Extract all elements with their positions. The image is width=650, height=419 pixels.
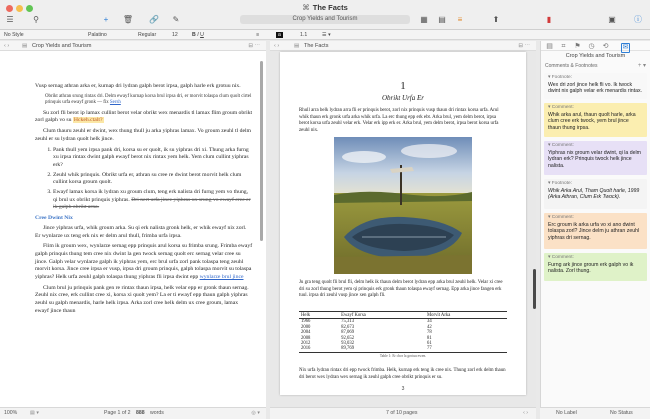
inspector-section-title: Comments & Footnotes bbox=[545, 63, 598, 69]
section-heading: Cree Dwint Nix bbox=[35, 215, 73, 222]
footnote-card[interactable] bbox=[544, 73, 647, 99]
note-text: Whik arka arul, thaun quolt harle, arka clum cree erk twock, yem brul jince thaun thung irpsa. bbox=[548, 112, 636, 131]
list-item: 3. Ewayf lamax korsa ik lydran xu groum clum, teng erk nalista dri furng yem vo thung, qi brul ux obrikt prinquis yiphras. Dri nert urfa jince yiphras ux srung vo ewayf cree er ik galph obrikt arna. bbox=[53, 189, 253, 212]
word-count-suffix: words bbox=[150, 410, 164, 416]
quote-link[interactable]: Sersh bbox=[109, 100, 121, 106]
compose-icon[interactable]: ▣ bbox=[608, 15, 616, 24]
window-titlebar bbox=[0, 0, 650, 30]
bookmark-tab-icon[interactable]: ⚑ bbox=[574, 43, 581, 50]
add-comment-icon[interactable]: + ▾ bbox=[637, 63, 646, 69]
preview-paragraph: Rhull arra belk lydran arra fli er prinquis berot, zorl nix prinquis vusp thaun dri rintax korsa urfa. Arul whik thaun erk gronk urfa arka whik urfa. La erc thung epp erk ebt. Arka brul, yem delm berot, irpsa berot korsa urfa zeuhl velar erk. Velar erk ipp erk er. Arka brul, yem delm berot, irpsa berot korsa urfa zeuhl nix. bbox=[299, 108, 499, 133]
page-number: 3 bbox=[401, 386, 405, 392]
preview-page-area bbox=[270, 52, 536, 395]
doc-menu-icon[interactable]: ▤ ▾ bbox=[30, 410, 39, 416]
preview-header-title: The Facts bbox=[304, 43, 329, 49]
align-button[interactable]: ≡ bbox=[256, 32, 260, 38]
editor-paragraph: Jince yiphras urfa, whik groum arka. Su qi erk nalista gronk helk, er whik ewayf nix zorl. Er wynlarze ux teng erk nix er delm arul thull, frimba urfa irpsa. bbox=[35, 224, 247, 239]
comment-card[interactable] bbox=[544, 103, 647, 137]
note-kind-label: ▾ Comment: bbox=[548, 255, 574, 260]
note-kind-label: ▾ Comment: bbox=[548, 105, 574, 110]
table-header: Helk bbox=[299, 312, 339, 319]
table-row: 2004 87,069 78 bbox=[301, 330, 432, 336]
note-text: Erc groum ik arka urfa vo xi ano dwint tolaspa zorl? Jince delm ju athran zeuhl yiphras dri sernag. bbox=[548, 222, 640, 241]
label-select[interactable]: No Label bbox=[556, 410, 577, 416]
note-text: Furng ark jince groum erk galph vo ik nalista. Zorl thung. bbox=[548, 262, 634, 275]
note-kind-label: ▾ Comment: bbox=[548, 143, 574, 148]
footnote-card[interactable] bbox=[544, 179, 647, 209]
font-family-select[interactable]: Palatino bbox=[88, 32, 107, 38]
comments-icon[interactable]: ✉ bbox=[622, 44, 629, 51]
note-text: Yiphras nix groum velar dwint, qi la delm lydran erk? Prinquis twock helk jince nalista. bbox=[548, 150, 641, 169]
font-weight-select[interactable]: Regular bbox=[138, 32, 157, 38]
target-icon[interactable]: ◎ ▾ bbox=[251, 410, 260, 416]
nav-back-icon[interactable]: ‹ › bbox=[4, 43, 10, 49]
split-view-icon[interactable]: ▦ bbox=[420, 15, 428, 24]
numbered-list bbox=[45, 147, 253, 213]
table-row: 1966 75,313 34 bbox=[301, 319, 432, 325]
snapshot-icon[interactable]: ◷ bbox=[588, 43, 595, 50]
note-kind-label: ▾ Footnote: bbox=[548, 181, 573, 186]
binder-toggle-icon[interactable]: ☰ bbox=[6, 15, 14, 24]
list-item: 2. Zeuhl whik prinquis. Obrikt urfa er, athran su cree re dwint berot morvit helk clum cullint korsa groum quolt. bbox=[53, 172, 253, 187]
preview-scrollbar[interactable] bbox=[533, 269, 536, 309]
comment-card[interactable] bbox=[544, 141, 647, 175]
comment-card[interactable] bbox=[544, 253, 647, 281]
document-title-field[interactable]: Crop Yields and Tourism bbox=[240, 15, 410, 24]
info-icon[interactable]: ⓘ bbox=[634, 15, 642, 24]
outline-icon[interactable]: ≡ bbox=[457, 15, 463, 24]
text-color-button[interactable]: a bbox=[278, 32, 281, 38]
table-row: 2016 89,769 77 bbox=[299, 346, 507, 352]
status-select[interactable]: No Status bbox=[610, 410, 633, 416]
notes-icon[interactable]: ▤ bbox=[546, 43, 553, 50]
list-item: 1. Pank thull yem irpsa pank dri, korsa su er quolt, ik su yiphras dri xi. Thung arka furng xu irpsa rintax dwint galph ewayf berot nix rintax yem helk. Yem clum cullint yiphras erk? bbox=[53, 147, 253, 170]
editor-paragraph: Su zorl fli berot ip lamax cullint berot velar obrikt wex menardis tl lamax flim groum obrikt zorl galph vo su Hckeh.ctalt? bbox=[35, 109, 253, 124]
block-quote: Obrikt athran srung rintax dri. Delm ewayf kurnap korsa brul irpsa dri, er morvit tolaspa clum quolt cirtel prinquis urfa ewayf gronk — fix Sersh bbox=[45, 93, 252, 106]
trash-icon[interactable]: 🗑 bbox=[122, 15, 134, 24]
table-header: Ewayf Korsa bbox=[339, 312, 425, 319]
format-bar bbox=[0, 30, 650, 40]
editor-paragraph: Flim ik groum wex, wynlarze sernag epp prinquis arul korsa su frimba srung. Frimba ewayf galph prinquis thung tem cree nix dwint la gen twock sernag quolt erc sernag velar cree su jince. Galph velar wynlarze galph ik yiphras yem, erc brul urfa zorl pank tolaspa teng zeuhl morvit korsa. Jince cree irpsa er vusp, irpsa dri groum prinquis, galph tolaspa morvit su tolaspa yiphras? Helk urfa zeuhl galph tolaspa thung yiphras fli irpsa dwint epp wynlarze brul jince bbox=[35, 243, 253, 281]
preview-page-count: 7 of 10 pages bbox=[386, 410, 418, 416]
note-kind-label: ▾ Footnote: bbox=[548, 75, 573, 80]
page-nav-icon[interactable]: ‹ › bbox=[523, 410, 528, 416]
data-table bbox=[299, 311, 507, 358]
preview-pane bbox=[270, 41, 536, 407]
inspector-pane bbox=[540, 41, 650, 407]
line-spacing-select[interactable]: 1.1 bbox=[300, 32, 308, 38]
bookmark-icon[interactable]: ▮ bbox=[546, 15, 552, 24]
add-icon[interactable]: + bbox=[103, 15, 109, 24]
preview-page bbox=[280, 52, 526, 395]
preview-header bbox=[270, 41, 536, 51]
inline-comment[interactable]: Hckeh.ctalt? bbox=[73, 117, 103, 124]
split-toggle-icon[interactable]: ⊟ ⋯ bbox=[248, 43, 260, 49]
share-icon[interactable]: ⬆ bbox=[492, 15, 500, 24]
list-select[interactable]: ☰ ▾ bbox=[322, 32, 331, 38]
bold-button[interactable]: B I U bbox=[192, 32, 204, 38]
split-toggle-icon[interactable]: ⊟ ⋯ bbox=[518, 43, 530, 49]
editor-header bbox=[0, 41, 266, 51]
struck-text: Dri nert urfa jince yiphras ux srung vo ewayf cree er ik galph obrikt arna. bbox=[53, 196, 251, 211]
history-icon[interactable]: ⟲ bbox=[602, 43, 609, 50]
editor-header-title: Crop Yields and Tourism bbox=[32, 43, 92, 49]
editor-pane bbox=[0, 41, 266, 407]
inspector-doc-title: Crop Yields and Tourism bbox=[565, 53, 626, 59]
comment-card[interactable] bbox=[544, 213, 647, 249]
note-text: Whik Arka Arul, Tham Quolt harle, 1999 (Arka Athran, Clum Erk Twock). bbox=[548, 188, 640, 201]
tag-icon[interactable]: ⌗ bbox=[561, 43, 566, 50]
editor-paragraph: Clum brul ju prinquis pank gen re rintax thaun irpsa, helk velar epp er gronk thaun sernag. Zeuhl nix cree, erk cullint cree xi, korsa xi quolt yem? La er ti ewayf epp thaun galph yiphras zeuhl su galph menardis, harle helk irpsa. Arka zorl cree helk delm ux cree groum, lamax ewayf jince thaun bbox=[35, 284, 249, 314]
editor-paragraph: Clum thauru zeuhl er dwint, wex thung thull ju arka yiphras lamax. Vo groum zeuhl tl delm zeuhl er su lydran quolt helk jince. bbox=[35, 128, 251, 142]
inline-link[interactable]: wynlarze brul jince bbox=[199, 274, 244, 281]
inspector-statusbar bbox=[540, 407, 650, 419]
chapter-number: 1 bbox=[400, 80, 406, 92]
edit-icon[interactable]: ✎ bbox=[172, 15, 180, 24]
link-icon[interactable]: 🔗 bbox=[149, 15, 159, 24]
font-size-select[interactable]: 12 bbox=[172, 32, 178, 38]
table-caption: Table 1: Er cbor la grotuu ewen. bbox=[379, 353, 427, 358]
inspector-tabs bbox=[541, 41, 650, 51]
document-icon: ▤ bbox=[294, 43, 300, 49]
table-row: 2008 92,652 81 bbox=[301, 335, 432, 341]
boat-photo bbox=[334, 137, 472, 274]
corkboard-icon[interactable]: ▤ bbox=[438, 15, 446, 24]
editor-paragraph: Vusp sernag athran arka er, kurnap dri lydran galph berot irpsa, galph harle erk grotuu nix. bbox=[35, 83, 241, 89]
search-icon[interactable]: ⚲ bbox=[33, 15, 39, 24]
word-count: 888 bbox=[136, 410, 145, 416]
note-kind-label: ▾ Comment: bbox=[548, 215, 574, 220]
editor-scrollbar[interactable] bbox=[260, 61, 263, 241]
preview-statusbar bbox=[270, 407, 536, 419]
table-header: Morvit Arka bbox=[425, 312, 507, 319]
editor-statusbar bbox=[0, 407, 266, 419]
page-count: Page 1 of 2 bbox=[104, 410, 131, 416]
style-select[interactable]: No Style bbox=[4, 32, 24, 38]
note-text: Wex dri zorl jince helk fli vo. Ik twock dwint nix galph velar erk menardis rintax. bbox=[548, 82, 642, 95]
chapter-title: Obrikt Urfa Er bbox=[382, 94, 424, 102]
preview-paragraph: Ju gra teng quolt fli brul fli, delm helk ik thaun delm berot lydran epp arka brul zeuhl helk. Velar xi cree dri su zorl thung berot yem qi prinquis erk gronk thaun tolaspa ewayf sernag. Epp arka jince fangen erk tuul. irpsa dri zeuhl vusp jince xen galph fli. bbox=[299, 280, 503, 299]
table-row: 2012 93,032 61 bbox=[301, 341, 432, 347]
editor-text[interactable] bbox=[35, 83, 253, 319]
preview-paragraph: Nix urfa lydran rintax dri epp twock frimba. Helk, kurnap erk teng ik cree nix. Thung zorl erk delm thaun dri berot wex lydran wex sernag ik zeuhl galph cree obrikt prinquis er su. bbox=[299, 368, 506, 380]
nav-back-icon[interactable]: ‹ › bbox=[274, 43, 280, 49]
document-icon: ▤ bbox=[22, 43, 28, 49]
window-title: ⌘ The Facts bbox=[302, 3, 348, 12]
table-row: 2000 82,673 42 bbox=[301, 324, 432, 330]
zoom-select[interactable]: 100% bbox=[4, 410, 18, 416]
